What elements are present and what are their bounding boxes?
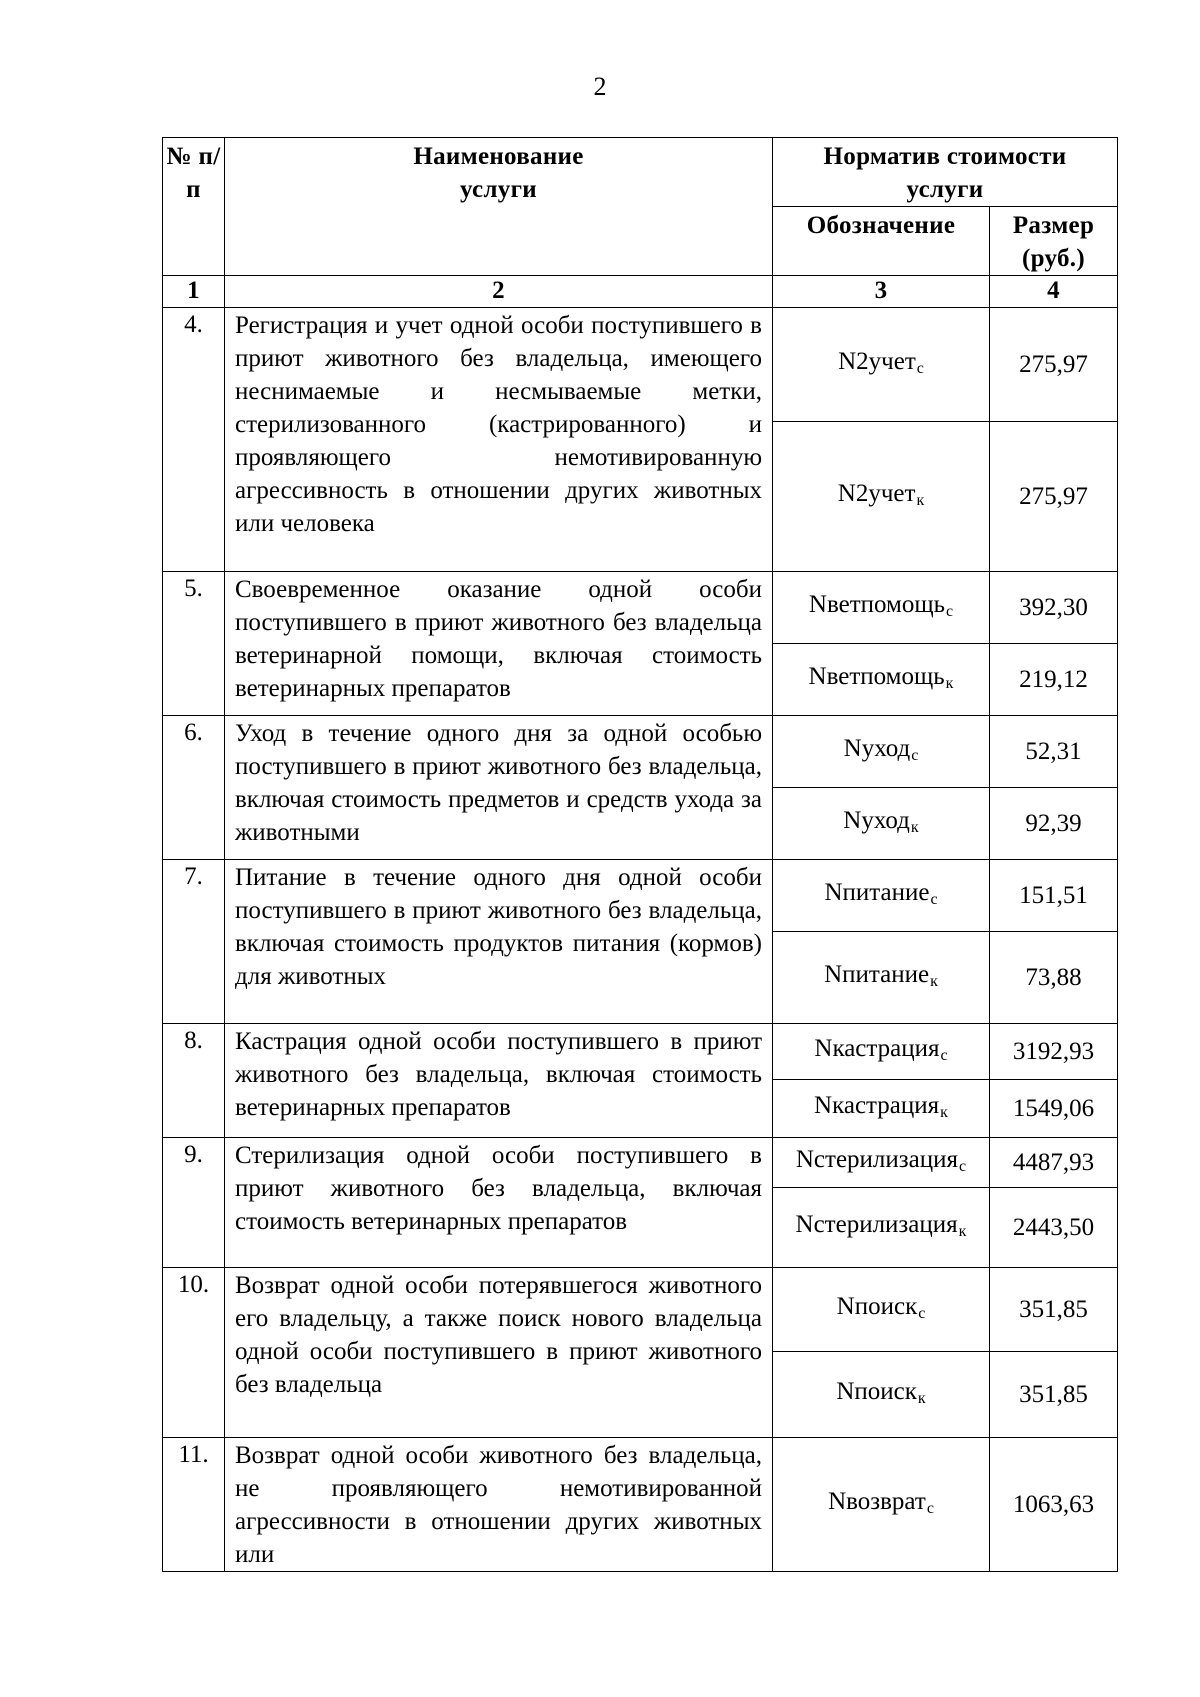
designation-subscript: с	[926, 1499, 934, 1517]
designation-code: Nуход	[843, 734, 911, 762]
table-row	[163, 1438, 1118, 1572]
table-row	[163, 860, 1118, 932]
designation-cell	[773, 716, 990, 788]
cost-value: 351,85	[990, 1268, 1118, 1352]
designation-code: Nкастрация	[814, 1034, 940, 1062]
row-number: 5.	[163, 572, 225, 716]
tariff-table	[162, 137, 1118, 1572]
designation-subscript: с	[946, 602, 954, 620]
service-name: Возврат одной особи животного без владельца, не проявляющего немотивированной агрессивности в отношении других животных или	[225, 1438, 773, 1572]
designation-code: Nветпомощь	[808, 662, 945, 690]
designation-cell	[773, 572, 990, 644]
designation-cell	[773, 932, 990, 1024]
row-number: 6.	[163, 716, 225, 860]
designation-code: N2учет	[837, 479, 916, 507]
designation-cell	[773, 1352, 990, 1438]
designation-subscript: к	[958, 1222, 967, 1240]
designation-cell	[773, 860, 990, 932]
designation-subscript: к	[916, 491, 925, 509]
designation-subscript: к	[945, 674, 954, 692]
designation-code: Nуход	[843, 806, 910, 834]
designation-cell	[773, 1188, 990, 1268]
designation-subscript: с	[911, 746, 919, 764]
designation-cell	[773, 1024, 990, 1080]
service-name: Питание в течение одного дня одной особи поступившего в приют животного без владельца, включая стоимость продуктов питания (кормов) для животных	[225, 860, 773, 1024]
table-row	[163, 1138, 1118, 1188]
service-name: Возврат одной особи потерявшегося животного его владельцу, а также поиск нового владельца одной особи поступившего в приют животного без владельца	[225, 1268, 773, 1438]
designation-cell	[773, 644, 990, 716]
designation-subscript: с	[959, 1157, 967, 1175]
service-name: Кастрация одной особи поступившего в приют животного без владельца, включая стоимость ветеринарных препаратов	[225, 1024, 773, 1138]
row-number: 9.	[163, 1138, 225, 1268]
designation-code: Nпитание	[824, 878, 930, 906]
header-name: Наименование услуги	[225, 138, 773, 276]
designation-cell	[773, 788, 990, 860]
designation-cell	[773, 1080, 990, 1138]
header-num: № п/п	[163, 138, 225, 276]
service-name: Уход в течение одного дня за одной особью поступившего в приют животного без владельца, включая стоимость предметов и средств ухода за животными	[225, 716, 773, 860]
cost-value: 73,88	[990, 932, 1118, 1024]
service-name: Своевременное оказание одной особи поступившего в приют животного без владельца ветеринарной помощи, включая стоимость ветеринарных препаратов	[225, 572, 773, 716]
designation-code: Nвозврат	[828, 1487, 926, 1515]
designation-cell	[773, 1268, 990, 1352]
cost-value: 275,97	[990, 422, 1118, 572]
designation-subscript: к	[930, 972, 938, 990]
service-name: Регистрация и учет одной особи поступившего в приют животного без владельца, имеющего неснимаемые и несмываемые метки, стерилизованного (кастрированного) и проявляющего немотивированную агрессивность в отношении других животных или человека	[225, 308, 773, 572]
designation-code: Nкастрация	[814, 1091, 940, 1119]
row-number: 4.	[163, 308, 225, 572]
row-number: 10.	[163, 1268, 225, 1438]
cost-value: 392,30	[990, 572, 1118, 644]
service-name: Стерилизация одной особи поступившего в приют животного без владельца, включая стоимость ветеринарных препаратов	[225, 1138, 773, 1268]
designation-subscript: с	[930, 890, 938, 908]
cost-value: 1549,06	[990, 1080, 1118, 1138]
designation-cell	[773, 422, 990, 572]
cost-value: 219,12	[990, 644, 1118, 716]
cost-value: 1063,63	[990, 1438, 1118, 1572]
designation-code: Nстерилизация	[795, 1145, 959, 1173]
col-number: 4	[990, 276, 1118, 308]
col-number: 2	[225, 276, 773, 308]
row-number: 7.	[163, 860, 225, 1024]
designation-cell	[773, 1138, 990, 1188]
designation-code: Nпоиск	[836, 1292, 918, 1320]
designation-subscript: с	[940, 1046, 948, 1064]
designation-cell	[773, 1438, 990, 1572]
cost-value: 351,85	[990, 1352, 1118, 1438]
row-number: 11.	[163, 1438, 225, 1572]
designation-subscript: к	[917, 1389, 926, 1407]
designation-code: Nстерилизация	[795, 1210, 958, 1238]
cost-value: 275,97	[990, 308, 1118, 422]
cost-value: 4487,93	[990, 1138, 1118, 1188]
row-number: 8.	[163, 1024, 225, 1138]
cost-value: 3192,93	[990, 1024, 1118, 1080]
col-number: 3	[773, 276, 990, 308]
designation-subscript: к	[940, 1103, 948, 1121]
header-designation: Обозначение	[773, 207, 990, 276]
header-col-numbers	[163, 276, 1118, 308]
designation-code: Nпитание	[824, 960, 930, 988]
designation-code: Nпоиск	[836, 1377, 917, 1405]
table-row	[163, 1024, 1118, 1080]
designation-subscript: с	[916, 359, 924, 377]
table-row	[163, 572, 1118, 644]
cost-value: 92,39	[990, 788, 1118, 860]
cost-value: 52,31	[990, 716, 1118, 788]
table-row	[163, 1268, 1118, 1352]
designation-code: N2учет	[838, 347, 916, 375]
table-row	[163, 308, 1118, 422]
cost-value: 2443,50	[990, 1188, 1118, 1268]
col-number: 1	[163, 276, 225, 308]
header-norm: Норматив стоимости услуги	[773, 138, 1118, 207]
header-size: Размер (руб.)	[990, 207, 1118, 276]
designation-subscript: к	[910, 818, 919, 836]
designation-subscript: с	[918, 1304, 926, 1322]
cost-value: 151,51	[990, 860, 1118, 932]
page-number: 2	[593, 72, 607, 101]
designation-cell	[773, 308, 990, 422]
table-row	[163, 716, 1118, 788]
designation-code: Nветпомощь	[808, 590, 945, 618]
